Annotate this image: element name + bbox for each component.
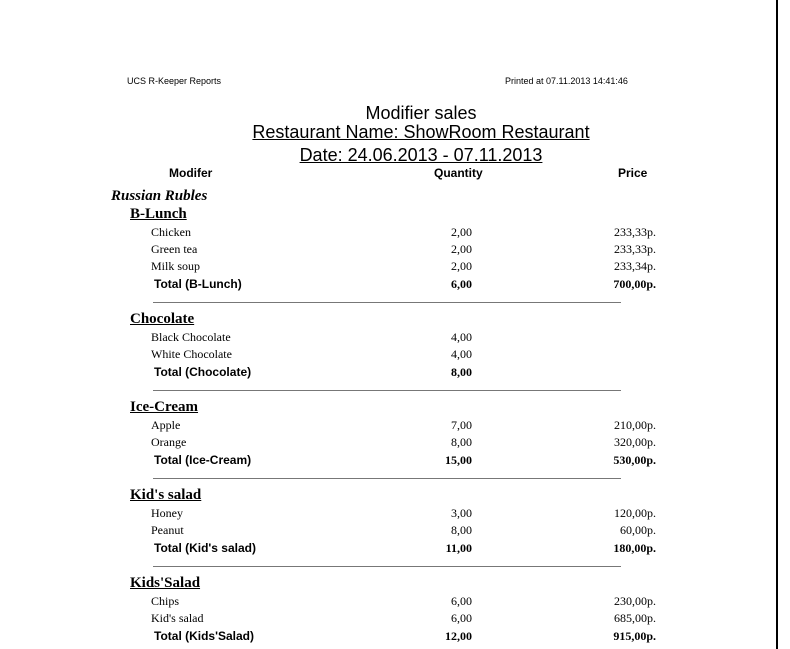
item-name: Honey <box>151 506 183 520</box>
item-quantity: 8,00 <box>451 523 472 537</box>
total-label: Total (Kid's salad) <box>154 541 256 555</box>
item-price: 320,00р. <box>614 435 656 449</box>
column-header-quantity: Quantity <box>434 166 483 180</box>
printed-at: Printed at 07.11.2013 14:41:46 <box>505 76 628 86</box>
item-quantity: 6,00 <box>451 611 472 625</box>
item-row <box>0 242 790 259</box>
group-title <box>130 575 200 593</box>
item-price: 60,00р. <box>620 523 656 537</box>
item-quantity: 4,00 <box>451 347 472 361</box>
total-label: Total (Kids'Salad) <box>154 629 254 643</box>
item-quantity: 6,00 <box>451 594 472 608</box>
item-price: 233,34р. <box>614 259 656 273</box>
group-title-text: Ice-Cream <box>130 399 199 415</box>
item-name: Chicken <box>151 225 191 239</box>
item-row <box>0 523 790 540</box>
item-row <box>0 225 790 242</box>
item-row <box>0 435 790 452</box>
item-row <box>0 347 790 364</box>
group-divider <box>153 478 621 479</box>
report-app-name: UCS R-Keeper Reports <box>127 76 222 86</box>
group-total-row <box>0 365 790 382</box>
item-price: 685,00р. <box>614 611 656 625</box>
item-quantity: 7,00 <box>451 418 472 432</box>
report-title: Modifier sales <box>365 103 477 123</box>
total-quantity: 12,00 <box>445 629 472 643</box>
total-price: 700,00р. <box>613 277 656 291</box>
group-total-row <box>0 453 790 470</box>
currency-label: Russian Rubles <box>111 188 208 204</box>
total-label: Total (Chocolate) <box>154 365 252 379</box>
total-quantity: 6,00 <box>451 277 472 291</box>
group-title <box>130 487 201 505</box>
item-row <box>0 418 790 435</box>
column-header-price: Price <box>618 166 648 180</box>
group-title-text: B-Lunch <box>130 206 187 222</box>
item-name: Milk soup <box>151 259 201 273</box>
group-title <box>130 206 187 224</box>
item-price: 230,00р. <box>614 594 656 608</box>
item-row <box>0 330 790 347</box>
item-quantity: 8,00 <box>451 435 472 449</box>
group-total-row <box>0 277 790 294</box>
item-name: Apple <box>151 418 181 432</box>
restaurant-name: Restaurant Name: ShowRoom Restaurant <box>252 122 590 142</box>
group-divider <box>153 566 621 567</box>
total-label: Total (Ice-Cream) <box>154 453 252 467</box>
item-row <box>0 611 790 628</box>
item-quantity: 4,00 <box>451 330 472 344</box>
group-total-row <box>0 541 790 558</box>
item-name: Black Chocolate <box>151 330 231 344</box>
item-quantity: 2,00 <box>451 259 472 273</box>
item-price: 233,33р. <box>614 242 656 256</box>
group-title <box>130 399 198 417</box>
group-divider <box>153 302 621 303</box>
group-title <box>130 311 194 329</box>
total-quantity: 15,00 <box>445 453 472 467</box>
item-name: Peanut <box>151 523 184 537</box>
item-price: 233,33р. <box>614 225 656 239</box>
total-label: Total (B-Lunch) <box>154 277 242 291</box>
item-quantity: 2,00 <box>451 225 472 239</box>
item-row <box>0 594 790 611</box>
total-price: 180,00р. <box>613 541 656 555</box>
total-quantity: 11,00 <box>445 541 472 555</box>
item-name: Orange <box>151 435 187 449</box>
total-price: 915,00р. <box>613 629 656 643</box>
total-price: 530,00р. <box>613 453 656 467</box>
item-price: 210,00р. <box>614 418 656 432</box>
group-title-text: Chocolate <box>130 311 195 327</box>
item-row <box>0 506 790 523</box>
item-name: Chips <box>151 594 180 608</box>
item-name: Kid's salad <box>151 611 204 625</box>
group-divider <box>153 390 621 391</box>
item-price: 120,00р. <box>614 506 656 520</box>
total-quantity: 8,00 <box>451 365 472 379</box>
item-quantity: 2,00 <box>451 242 472 256</box>
date-range: Date: 24.06.2013 - 07.11.2013 <box>299 145 543 165</box>
group-total-row <box>0 629 790 646</box>
item-name: Green tea <box>151 242 198 256</box>
item-name: White Chocolate <box>151 347 232 361</box>
group-title-text: Kids'Salad <box>130 575 201 591</box>
column-header-modifier: Modifer <box>169 166 213 180</box>
group-title-text: Kid's salad <box>130 487 202 503</box>
item-row <box>0 259 790 276</box>
item-quantity: 3,00 <box>451 506 472 520</box>
